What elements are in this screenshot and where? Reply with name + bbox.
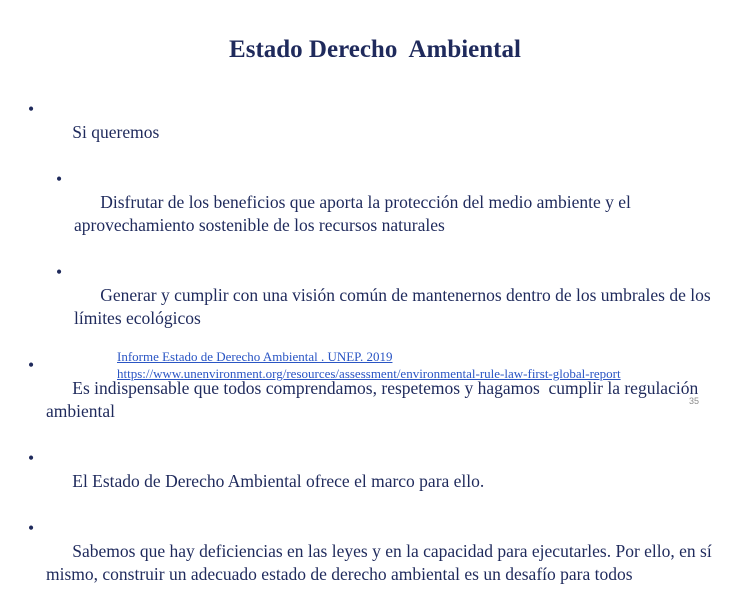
reference-block — [117, 348, 621, 382]
bullet-dot-icon: • — [28, 518, 35, 538]
bullet-dot-icon: • — [56, 169, 63, 189]
bullet-dot-icon: • — [28, 448, 35, 468]
bullet-text: Sabemos que hay deficiencias en las leyes y en la capacidad para ejecutarles. Por ello, en sí mismo, construir un adecuado estado de derecho ambiental es un desafío para todos — [46, 541, 717, 584]
report-url-link[interactable]: https://www.unenvironment.org/resources/assessment/environmental-rule-law-first-global-report — [117, 366, 621, 381]
slide-title: Estado Derecho Ambiental — [229, 36, 521, 63]
bullet-item — [28, 517, 734, 609]
bullet-item — [28, 447, 734, 516]
bullet-dot-icon: • — [28, 99, 35, 119]
bullet-text: Si queremos — [72, 122, 160, 142]
bullet-text: Es indispensable que todos comprendamos, respetemos y hagamos cumplir la regulación ambiental — [46, 378, 703, 421]
bullet-text: Generar y cumplir con una visión común de mantenernos dentro de los umbrales de los límites ecológicos — [74, 285, 716, 328]
page-number: 35 — [688, 396, 699, 406]
bullet-item — [28, 98, 734, 167]
bullet-dot-icon: • — [28, 355, 35, 375]
bullet-text: El Estado de Derecho Ambiental ofrece el marco para ello. — [72, 471, 485, 491]
bullet-text: Disfrutar de los beneficios que aporta la protección del medio ambiente y el aprovechamiento sostenible de los recursos naturales — [74, 192, 636, 235]
bullet-dot-icon: • — [56, 262, 63, 282]
report-title-link[interactable]: Informe Estado de Derecho Ambiental . UNEP. 2019 — [117, 349, 393, 364]
sub-bullet-item — [28, 261, 734, 353]
sub-bullet-item — [28, 168, 734, 260]
